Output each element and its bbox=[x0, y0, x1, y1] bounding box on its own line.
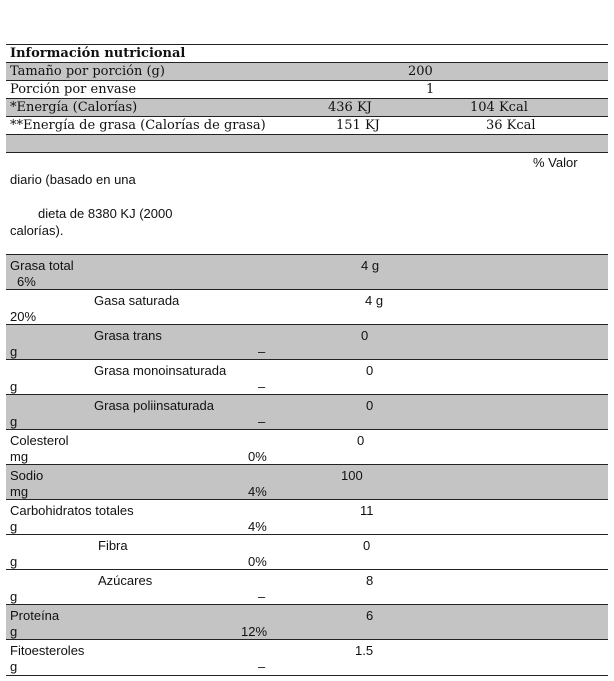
nutrient-daily-pct: 0% bbox=[248, 449, 267, 464]
table-title: Información nutricional bbox=[10, 46, 186, 61]
nutrient-name: Carbohidratos totales bbox=[10, 503, 134, 518]
nutrient-row-bg bbox=[6, 255, 608, 289]
nutrient-daily-pct: – bbox=[258, 379, 266, 394]
nutrient-name: Proteína bbox=[10, 608, 60, 623]
nutrient-amount: 0 bbox=[361, 328, 369, 343]
nutrient-unit: g bbox=[10, 554, 18, 569]
serving-size-label: Tamaño por porción (g) bbox=[10, 64, 165, 79]
row-divider bbox=[6, 254, 608, 255]
divider bbox=[6, 80, 608, 81]
nutrient-daily-pct: – bbox=[258, 659, 266, 674]
fat-energy-label: **Energía de grasa (Calorías de grasa) bbox=[10, 118, 266, 133]
spacer-row bbox=[6, 135, 608, 152]
nutrient-amount: 4 g bbox=[361, 258, 380, 273]
nutrient-amount: 100 bbox=[341, 468, 363, 483]
nutrient-name: Grasa total bbox=[10, 258, 74, 273]
serving-size-value: 200 bbox=[408, 64, 433, 79]
daily-value-note-line2: dieta de 8380 KJ (2000 bbox=[38, 206, 173, 221]
nutrient-daily-pct: 4% bbox=[248, 519, 267, 534]
energy-kj: 436 KJ bbox=[328, 100, 372, 115]
nutrient-name: Gasa saturada bbox=[94, 293, 180, 308]
row-divider bbox=[6, 394, 608, 395]
nutrient-unit: g bbox=[10, 414, 18, 429]
daily-value-note-line1: diario (basado en una bbox=[10, 172, 136, 187]
nutrient-unit: mg bbox=[10, 484, 29, 499]
nutrient-name: Grasa poliinsaturada bbox=[94, 398, 214, 413]
row-divider bbox=[6, 569, 608, 570]
nutrient-name: Azúcares bbox=[98, 573, 153, 588]
nutrient-row-bg bbox=[6, 465, 608, 499]
nutrient-amount: 0 bbox=[357, 433, 365, 448]
divider bbox=[6, 152, 608, 153]
nutrient-amount: 4 g bbox=[365, 293, 384, 308]
daily-value-note-line3: calorías). bbox=[10, 223, 64, 238]
energy-kcal: 104 Kcal bbox=[470, 100, 528, 115]
nutrient-row-bg bbox=[6, 605, 608, 639]
nutrient-unit: g bbox=[10, 659, 18, 674]
nutrient-name: Fibra bbox=[98, 538, 128, 553]
energy-label: *Energía (Calorías) bbox=[10, 100, 138, 115]
nutrient-unit: mg bbox=[10, 449, 29, 464]
nutrient-name: Colesterol bbox=[10, 433, 69, 448]
nutrient-amount: 8 bbox=[366, 573, 374, 588]
nutrient-unit: g bbox=[10, 519, 18, 534]
servings-label: Porción por envase bbox=[10, 82, 137, 97]
nutrient-daily-pct: 4% bbox=[248, 484, 267, 499]
top-border bbox=[6, 44, 608, 45]
row-divider bbox=[6, 289, 608, 290]
nutrient-amount: 6 bbox=[366, 608, 374, 623]
nutrient-daily-pct: – bbox=[258, 344, 266, 359]
nutrient-name: Grasa monoinsaturada bbox=[94, 363, 227, 378]
nutrient-amount: 11 bbox=[360, 503, 374, 518]
row-divider bbox=[6, 429, 608, 430]
row-divider bbox=[6, 499, 608, 500]
nutrient-unit: g bbox=[10, 379, 18, 394]
daily-value-pct-label: % Valor bbox=[533, 155, 578, 170]
nutrient-amount: 0 bbox=[363, 538, 371, 553]
nutrient-unit: g bbox=[10, 624, 18, 639]
nutrient-name: Grasa trans bbox=[94, 328, 162, 343]
fat-energy-kcal: 36 Kcal bbox=[486, 118, 536, 133]
nutrient-daily-pct: 20% bbox=[10, 309, 37, 324]
row-divider bbox=[6, 604, 608, 605]
nutrient-daily-pct: 6% bbox=[17, 274, 36, 289]
row-divider bbox=[6, 639, 608, 640]
row-divider bbox=[6, 324, 608, 325]
row-divider bbox=[6, 464, 608, 465]
nutrient-daily-pct: – bbox=[258, 414, 266, 429]
nutrient-daily-pct: – bbox=[258, 589, 266, 604]
nutrient-unit: g bbox=[10, 344, 18, 359]
servings-value: 1 bbox=[426, 82, 435, 97]
nutrient-amount: 1.5 bbox=[355, 643, 374, 658]
row-divider bbox=[6, 534, 608, 535]
divider bbox=[6, 116, 608, 117]
nutrient-daily-pct: 0% bbox=[248, 554, 267, 569]
nutrient-amount: 0 bbox=[366, 363, 374, 378]
nutrient-name: Sodio bbox=[10, 468, 44, 483]
row-divider bbox=[6, 359, 608, 360]
nutrient-name: Fitoesteroles bbox=[10, 643, 85, 658]
nutrient-amount: 0 bbox=[366, 398, 374, 413]
nutrient-unit: g bbox=[10, 589, 18, 604]
nutrient-daily-pct: 12% bbox=[241, 624, 268, 639]
bottom-border bbox=[6, 675, 608, 676]
fat-energy-kj: 151 KJ bbox=[336, 118, 380, 133]
